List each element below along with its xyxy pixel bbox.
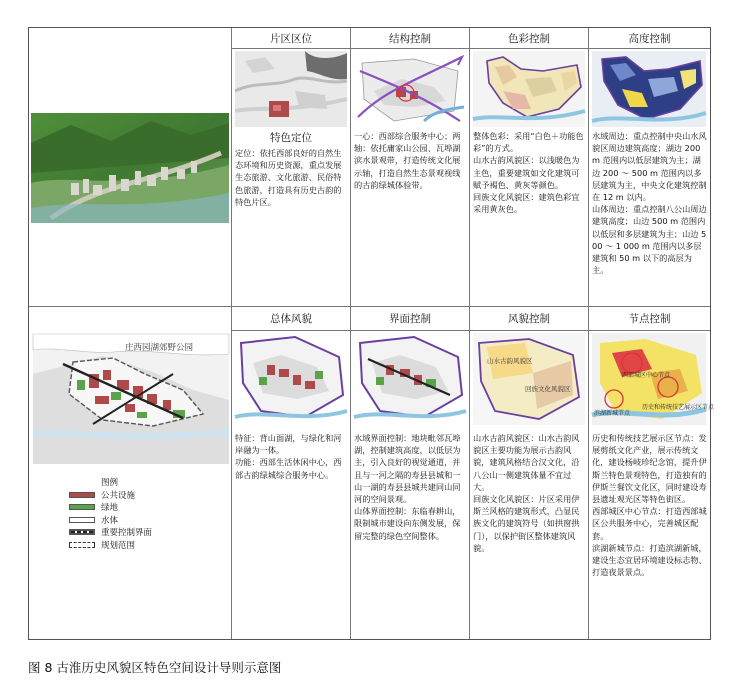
map-label-west-center: 西部城区中心节点 <box>622 372 671 379</box>
node-paragraph: 西部城区中心节点：打造西部城区公共服务中心，完善城区配套。 <box>592 506 707 541</box>
height-text <box>592 130 708 304</box>
height-control-map <box>592 51 706 127</box>
structure-text: 一心：西部综合服务中心；两轴：依托庸家山公园、瓦埠湖滨水景观带，打造传统文化展示轴，打造自然生态景观视线的古韵绿城体验带。 <box>354 131 461 190</box>
public-facility-swatch <box>69 492 95 498</box>
map-label-hui: 回族文化风貌区 <box>525 385 571 393</box>
header-interface: 界面控制 <box>389 313 431 325</box>
overall-style-map <box>235 333 347 425</box>
structure-map <box>354 51 466 127</box>
color-text <box>473 130 585 300</box>
legend-label: 公共设施 <box>101 490 136 501</box>
aerial-3d-image <box>31 113 229 223</box>
interface-paragraph: 山体界面控制：东临春耕山，限制城市建设向东侧发展，保留完整的绿色空间整体。 <box>354 506 461 541</box>
color-paragraph: 回族文化风貌区：建筑色彩宜采用黄灰色。 <box>473 192 580 215</box>
interface-paragraph: 水域界面控制：地块毗邻瓦埠湖，控制建筑高度，以低层为主，引入良好的视觉通道，并且与一河之隔的寿县县城和一山一湖的寿县县城共建同山同河的空间景观。 <box>354 433 461 505</box>
green-swatch <box>69 504 95 510</box>
figure-table <box>28 27 715 640</box>
interface-control-map <box>354 333 466 425</box>
legend-label: 规划范围 <box>101 540 136 551</box>
planning-range-swatch <box>69 542 95 548</box>
color-paragraph: 整体色彩：采用“白色＋功能色彩”的方式。 <box>473 131 584 154</box>
style-control-paragraph: 山水古韵风貌区：山水古韵风貌区主要功能为展示古韵风貌，建筑风格结合汉文化，沿八公山一侧建筑体量不宜过大。 <box>473 433 580 492</box>
positioning-text: 定位：依托西部良好的自然生态环境和历史资源，重点发展生态旅游、文化旅游、民俗特色旅游，打造具有历史古韵的特色片区。 <box>235 148 342 207</box>
height-paragraph: 水域周边：重点控制中央山水风貌区周边建筑高度；湖边 200 m 范围内以低层建筑为主；湖边 200 ～ 500 m 范围内以多层建筑为主，中央文化建筑控制在 12 m 以内。 <box>592 131 707 203</box>
overall-plan-map <box>33 334 229 464</box>
positioning-subtitle: 特色定位 <box>270 132 312 144</box>
interface-text <box>354 432 466 636</box>
header-style-control: 风貌控制 <box>508 313 550 325</box>
header-height: 高度控制 <box>628 33 671 45</box>
map-label-shanshui: 山水古韵风貌区 <box>487 357 533 365</box>
map-label-heritage: 历史和传统技艺展示区节点 <box>642 404 715 411</box>
overall-style-paragraph: 特征：背山面湖，与绿化和河岸融为一体。 <box>235 433 342 456</box>
overall-style-text <box>235 432 347 632</box>
legend-label: 水体 <box>101 515 119 526</box>
legend-label: 绿地 <box>101 503 119 514</box>
style-control-map <box>473 333 585 425</box>
overall-style-paragraph: 功能：西部生活休闲中心，西部古韵绿城综合服务中心。 <box>235 457 342 480</box>
header-structure: 结构控制 <box>389 33 431 45</box>
legend-title: 图例 <box>101 478 119 489</box>
location-map <box>235 51 347 127</box>
node-control-map <box>592 333 715 425</box>
header-color: 色彩控制 <box>508 33 550 45</box>
node-text <box>592 432 708 638</box>
style-control-paragraph: 回族文化风貌区：片区采用伊斯兰风格的建筑形式，凸显民族文化的建筑符号（如拱窗拱门），以保护街区整体建筑风貌。 <box>473 494 580 553</box>
node-paragraph: 滨湖新城节点：打造滨湖新城，建设生态宜居环境建设标志物、打造夜景景点。 <box>592 542 707 578</box>
height-paragraph: 山体周边：重点控制八公山周边建筑高度；山边 500 m 范围内以低层和多层建筑为主；山边 500 ～ 1 000 m 范围内以多层建筑和 50 m 以下的高层为主。 <box>592 204 707 276</box>
figure-caption: 图 8 古淮历史风貌区特色空间设计导则示意图 <box>28 660 282 675</box>
node-paragraph: 历史和传统技艺展示区节点：发展剪纸文化产业，展示传统文化，建设杨岐珍纪念馆，提升伊斯兰特色景观特色，打造独有的伊斯兰餐饮文化区，同时建设寿县遗址观光区等特色街区。 <box>592 433 707 505</box>
water-swatch <box>69 517 95 523</box>
legend-public-facility <box>69 489 152 502</box>
control-interface-swatch <box>69 529 95 535</box>
color-control-map <box>473 51 585 127</box>
legend-control-interface <box>69 526 152 539</box>
legend-water <box>69 514 152 527</box>
legend-green <box>69 501 152 514</box>
style-control-text <box>473 432 585 636</box>
header-node: 节点控制 <box>628 313 671 325</box>
header-location: 片区区位 <box>270 33 312 45</box>
map-label-park: 庄西园湖郊野公园 <box>125 343 194 353</box>
color-paragraph: 山水古韵风貌区：以浅暖色为主色，重要建筑如文化建筑可赋予褐色、黄灰等颜色。 <box>473 155 580 190</box>
header-overall-style: 总体风貌 <box>270 313 312 325</box>
legend-planning-range <box>69 539 152 552</box>
map-label-lakeside: 滨湖新城节点 <box>594 410 631 417</box>
legend <box>69 476 152 551</box>
legend-label: 重要控制界面 <box>101 528 153 539</box>
